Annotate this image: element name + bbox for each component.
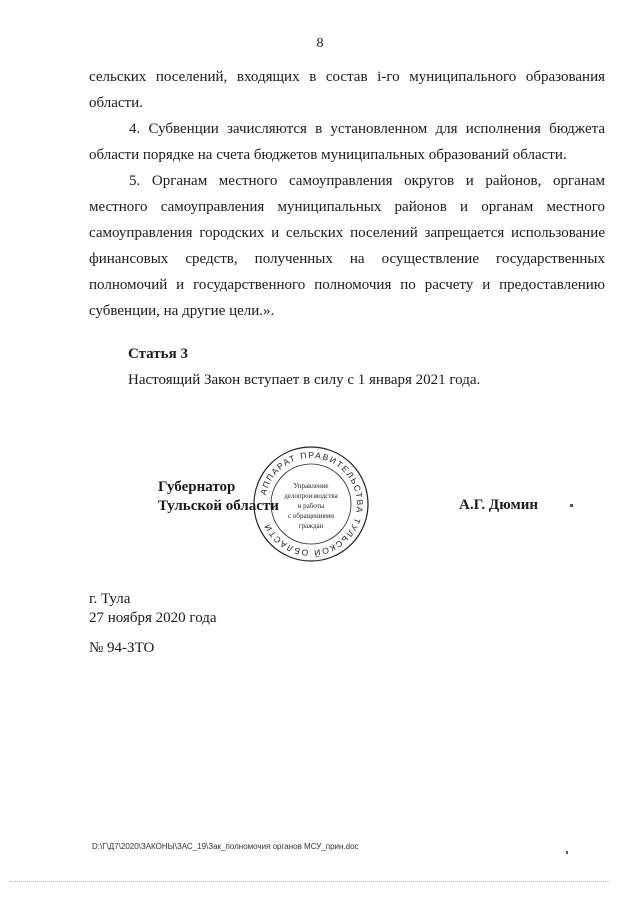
- article-text: Настоящий Закон вступает в силу с 1 января 2021 года.: [128, 372, 481, 388]
- paragraph-5: 5. Органам местного самоуправления округов и районов, органам местного самоуправления муниципальных районов и органам местного самоуправления городских и сельских поселений запрещается использование финансовых средств, полученных на осуществление государственных полномочий и государственного полномочия по расчету и предоставлению субвенции, на другие цели.».: [89, 173, 605, 319]
- scan-mark: [570, 504, 573, 507]
- article-heading: Статья 3: [128, 346, 188, 362]
- page-number: 8: [316, 36, 324, 51]
- date: 27 ноября 2020 года: [89, 610, 217, 626]
- seal-line: делопроизводства: [284, 492, 338, 500]
- file-path: D:\Г\Д7\2020\ЗАКОНЫ\ЗАС_19\Зак_полномочия органов МСУ_прин.doc: [92, 842, 359, 851]
- place-and-date: [89, 590, 217, 628]
- seal-line: с обращениями: [288, 512, 334, 520]
- law-number: № 94-ЗТО: [89, 640, 155, 656]
- scan-mark: [566, 851, 568, 854]
- signatory-title: [158, 478, 279, 516]
- paragraph-continuation: сельских поселений, входящих в состав i-го муниципального образования области.: [89, 69, 605, 111]
- seal-line: Управление: [293, 482, 329, 490]
- paragraph-4: 4. Субвенции зачисляются в установленном для исполнения бюджета области порядке на счета бюджетов муниципальных образований области.: [89, 121, 605, 163]
- signatory-title-line: Губернатор: [158, 479, 236, 495]
- seal-line: и работы: [297, 502, 325, 510]
- scan-edge-dots: [10, 881, 610, 882]
- signatory-title-line: Тульской области: [158, 498, 279, 514]
- signatory-name: А.Г. Дюмин: [459, 497, 539, 513]
- seal-ring-text: АППАРАТ ПРАВИТЕЛЬСТВА ТУЛЬСКОЙ ОБЛАСТИ: [257, 449, 366, 559]
- place: г. Тула: [89, 591, 131, 607]
- seal-line: граждан: [298, 522, 324, 530]
